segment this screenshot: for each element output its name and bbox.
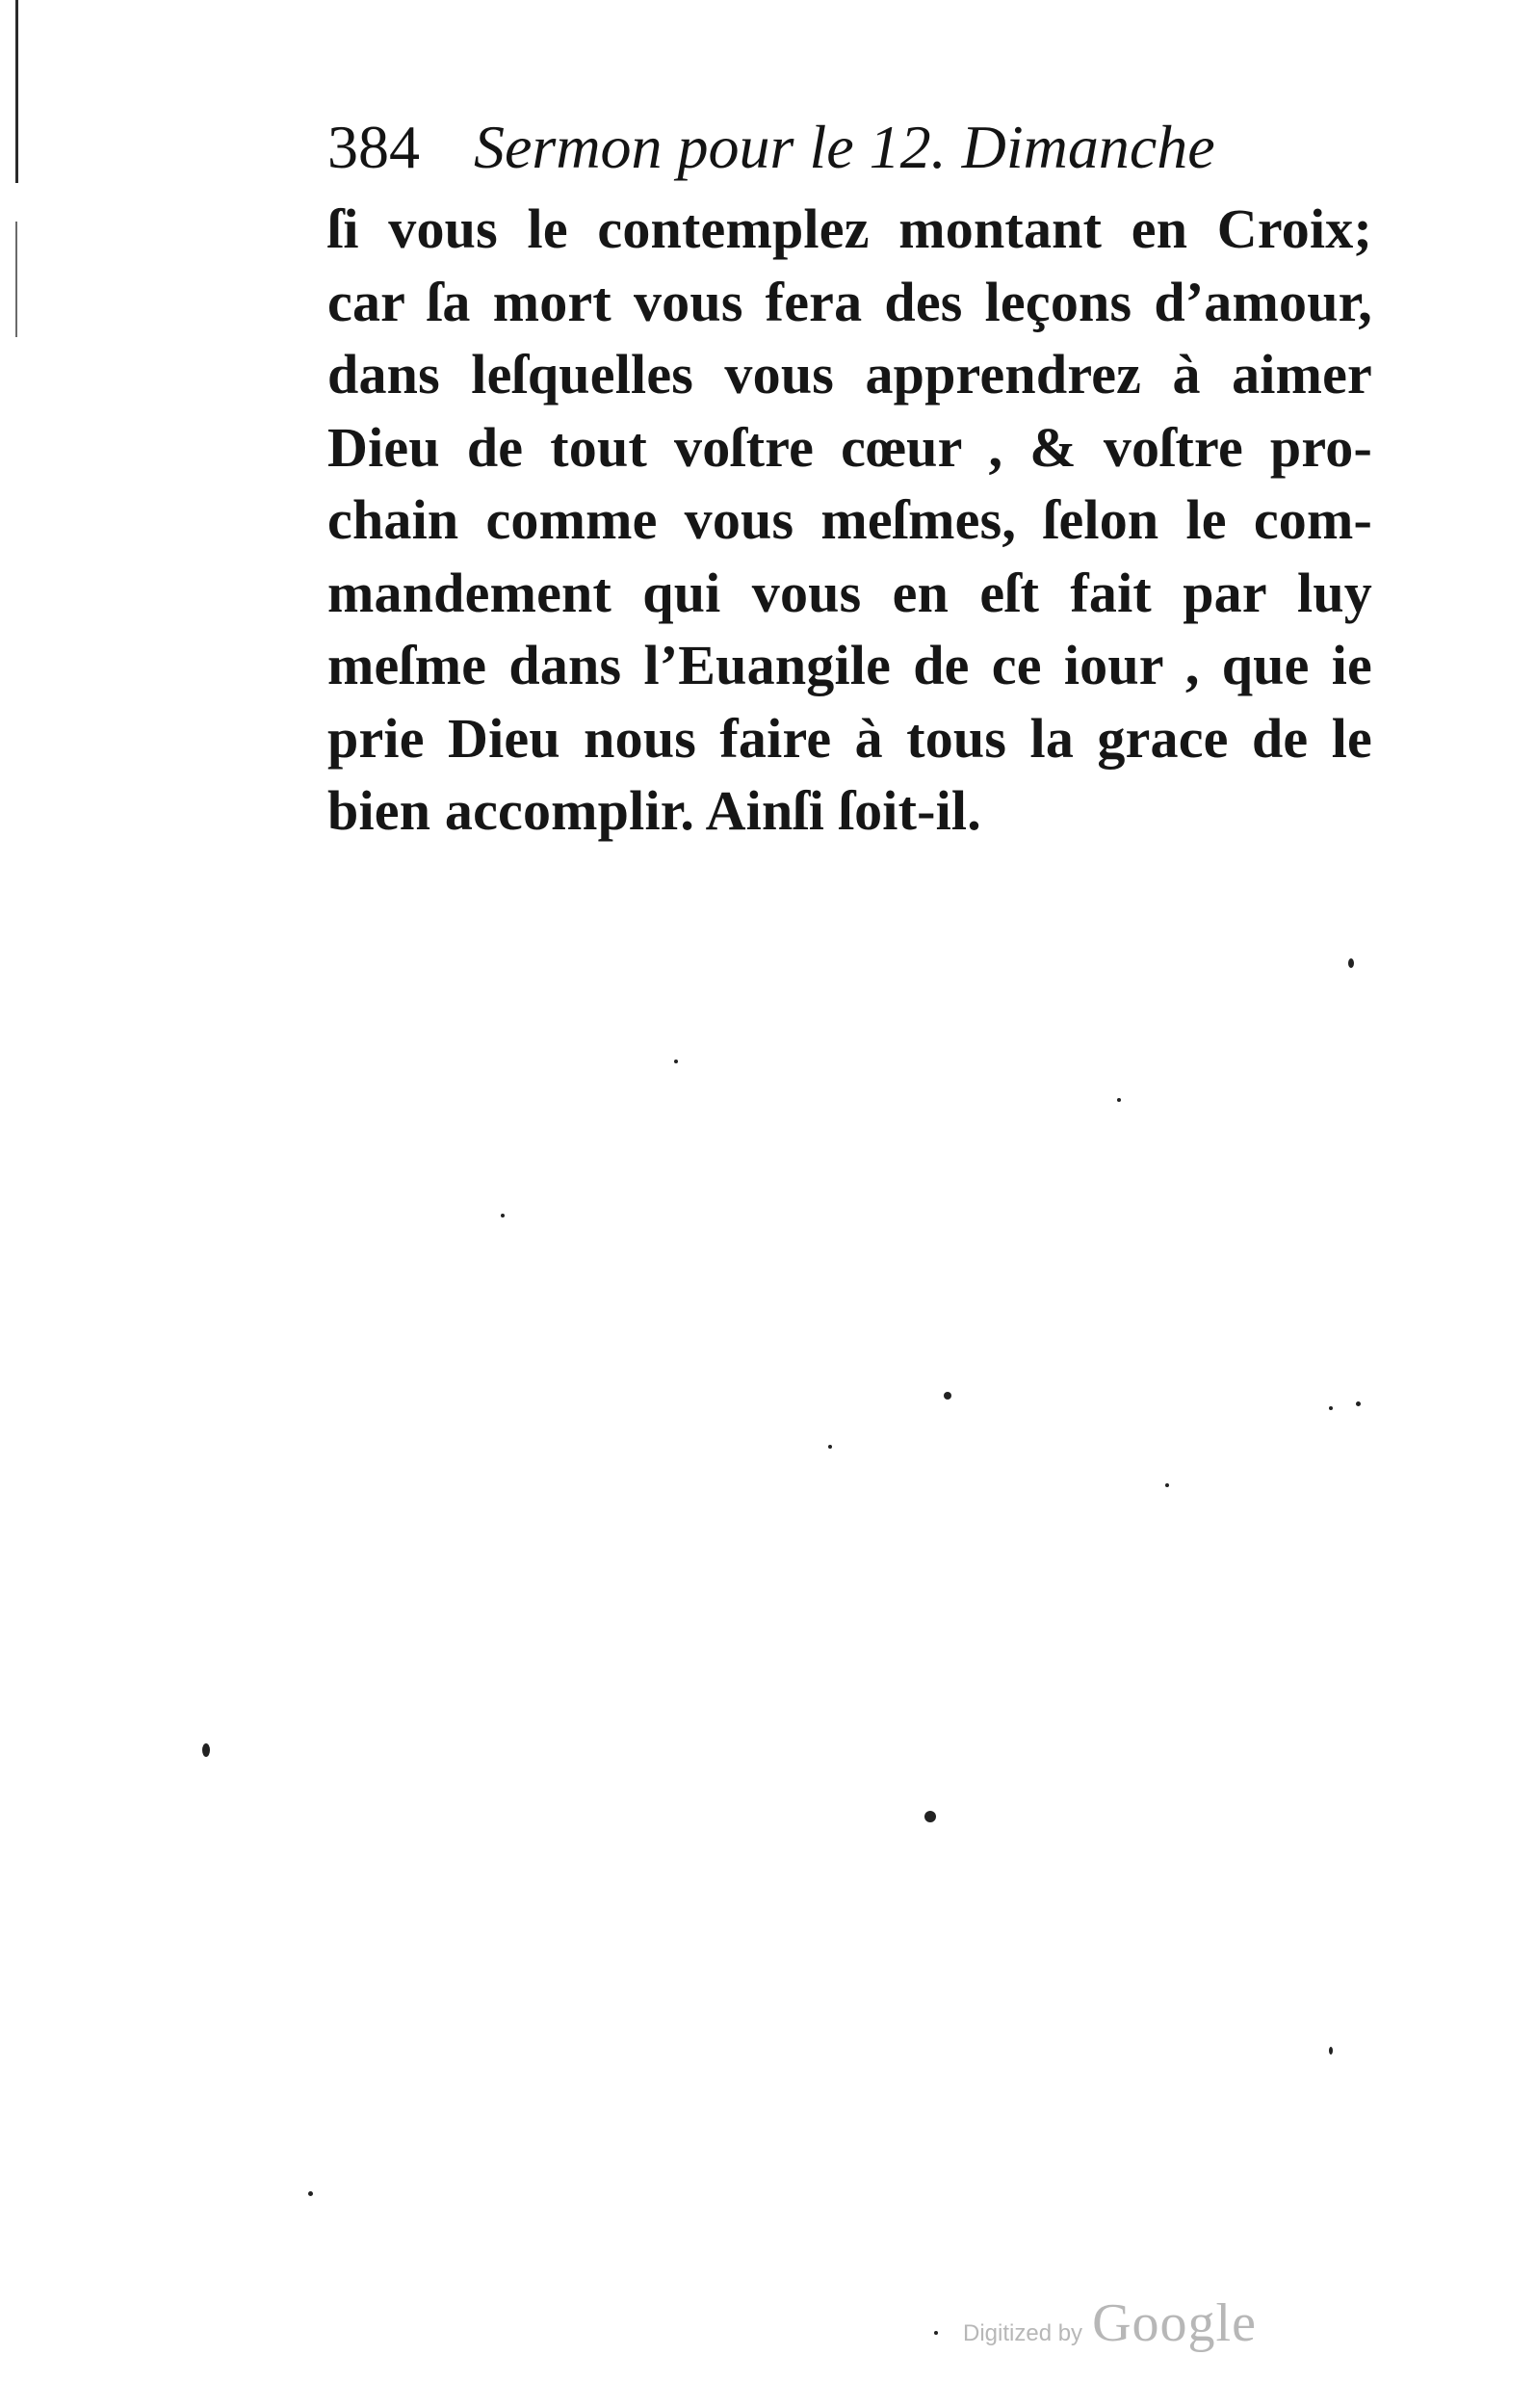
scan-speck (1329, 2047, 1333, 2055)
scan-speck (1356, 1401, 1361, 1406)
google-logo: Google (1092, 2293, 1257, 2353)
text-line: ſi vous le contemplez montant en Croix; (327, 197, 1372, 260)
body-text (327, 193, 1387, 848)
scan-speck (501, 1214, 505, 1217)
scan-speck (828, 1445, 832, 1449)
scan-speck (1165, 1483, 1169, 1487)
text-line-last: bien accomplir. Ainſi ſoit-il. (327, 779, 981, 842)
scan-speck (202, 1743, 210, 1757)
running-head-title: Sermon pour le 12. Dimanche (474, 113, 1215, 181)
page-number: 384 (327, 113, 420, 181)
text-line: mandement qui vous en eſt fait par luy (327, 561, 1372, 624)
scan-speck (944, 1392, 951, 1400)
text-line: Dieu de tout voſtre cœur , & voſtre pro- (327, 415, 1372, 479)
scan-speck (1348, 958, 1354, 968)
running-head (327, 104, 1310, 191)
digitized-by-google-watermark (963, 2292, 1257, 2360)
binding-edge-lower (15, 222, 17, 337)
text-line: car ſa mort vous fera des leçons d’amour, (327, 270, 1372, 333)
scan-speck (308, 2191, 313, 2196)
scan-speck (924, 1811, 936, 1822)
scan-speck (674, 1060, 678, 1063)
digitized-by-text: Digitized by (963, 2320, 1083, 2346)
text-line: chain comme vous meſmes, ſelon le com- (327, 488, 1372, 551)
text-line: dans leſquelles vous apprendrez à aimer (327, 343, 1372, 406)
text-line: prie Dieu nous faire à tous la grace de le (327, 706, 1372, 770)
text-line: meſme dans l’Euangile de ce iour , que ie (327, 634, 1372, 696)
binding-edge (15, 0, 18, 183)
scan-speck (934, 2331, 938, 2335)
scan-speck (1329, 1406, 1333, 1410)
scan-speck (1117, 1098, 1121, 1102)
